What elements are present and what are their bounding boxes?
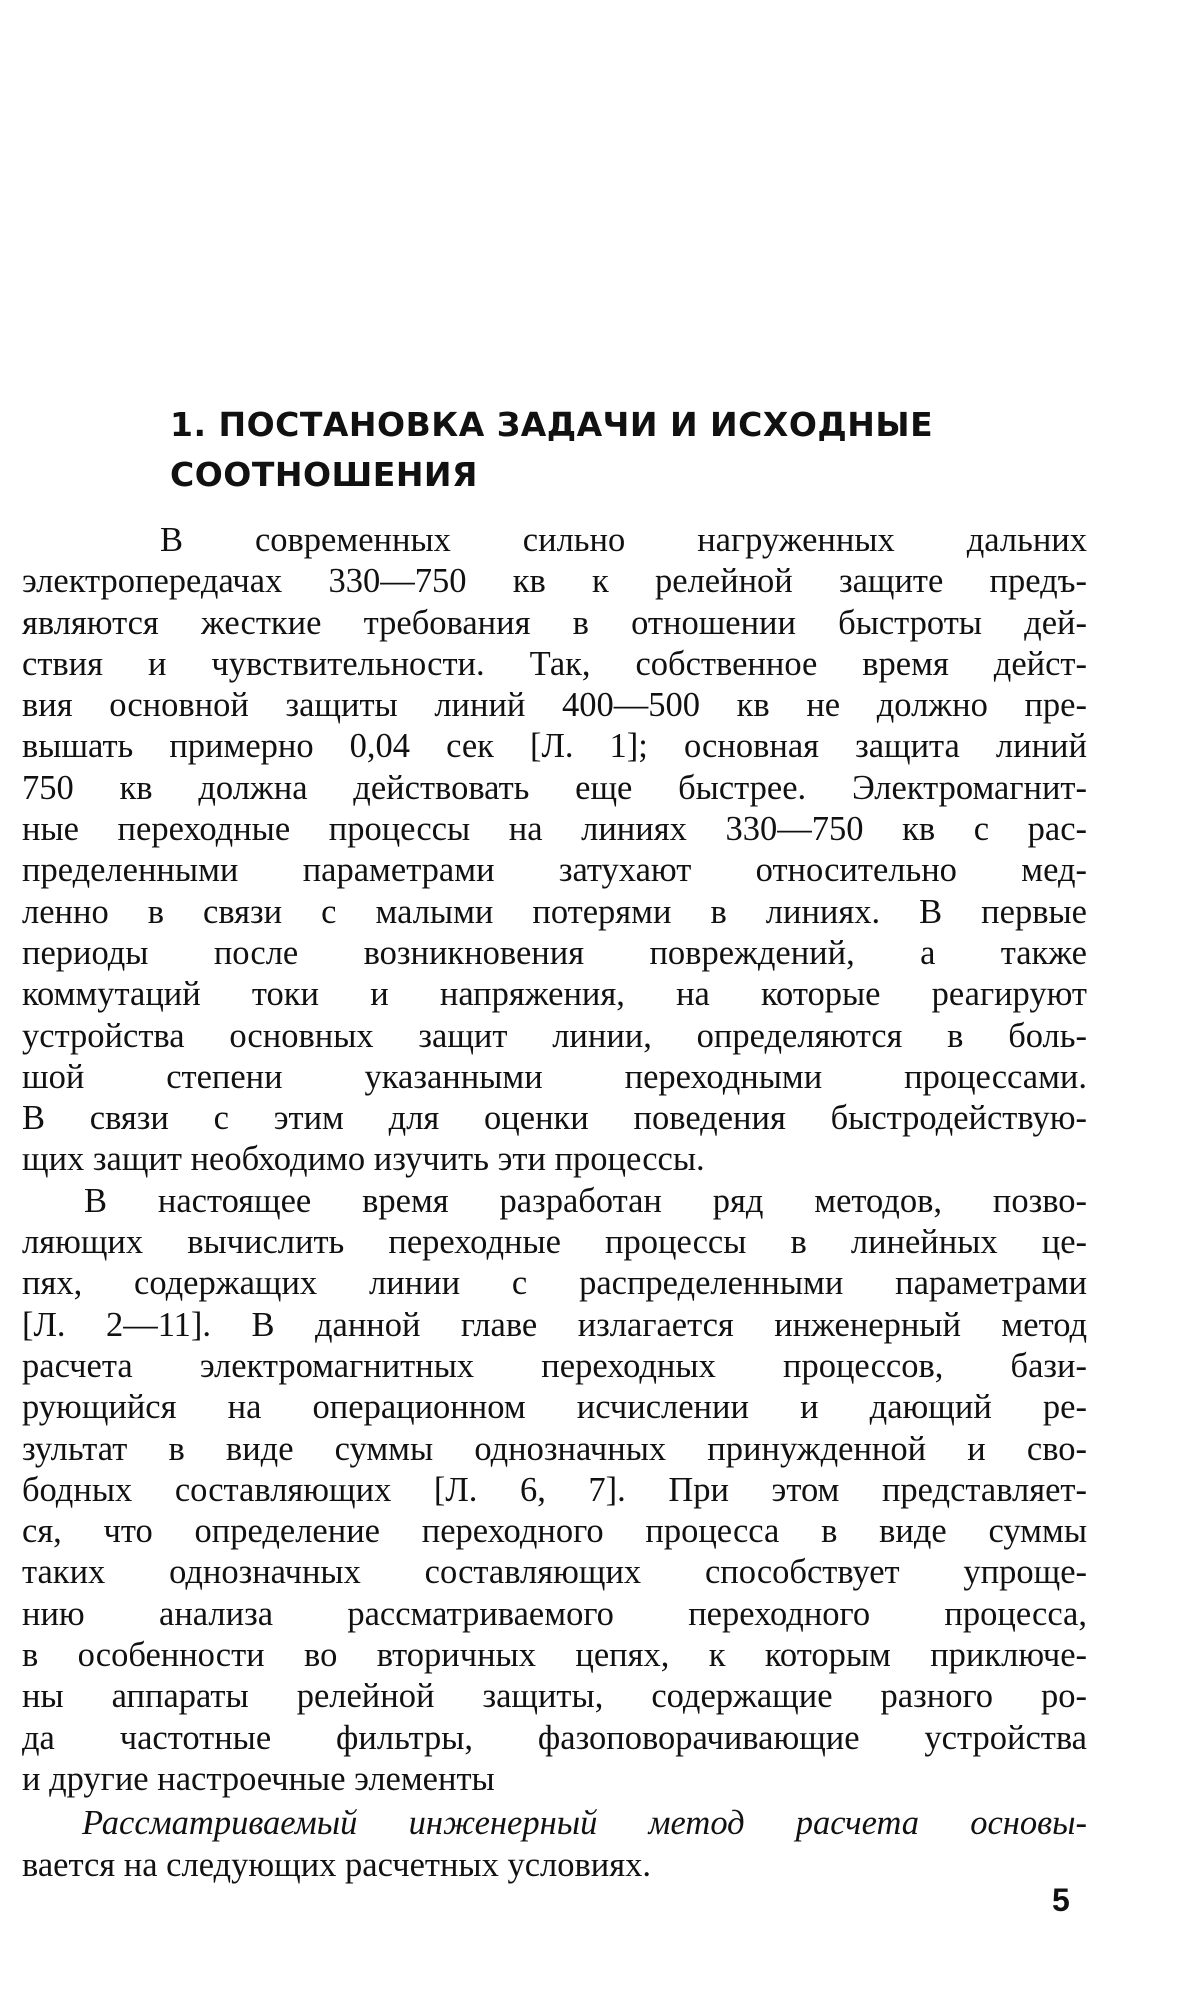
text-line: нию анализа рассматриваемого переходного процесса,: [22, 1594, 1087, 1633]
text-line: устройства основных защит линии, определяются в боль-: [22, 1016, 1087, 1055]
text-line: бодных составляющих [Л. 6, 7]. При этом представляет-: [22, 1470, 1087, 1509]
section-heading-line-2: СООТНОШЕНИЯ: [170, 455, 478, 494]
text-line: вышать примерно 0,04 сек [Л. 1]; основная защита линий: [22, 727, 1087, 766]
text-line: В настоящее время разработан ряд методов, позво-: [84, 1181, 1087, 1220]
text-line: ляющих вычислить переходные процессы в линейных це-: [22, 1223, 1087, 1262]
text-line: ные переходные процессы на линиях 330—750 кв с рас-: [22, 810, 1087, 849]
text-line: щих защит необходимо изучить эти процессы.: [22, 1140, 705, 1179]
text-line: ленно в связи с малыми потерями в линиях. В первые: [22, 892, 1087, 931]
text-line: зультат в виде суммы однозначных принужденной и сво-: [22, 1429, 1087, 1468]
page-number: 5: [1052, 1882, 1070, 1918]
paragraph-2: [22, 1181, 1087, 1800]
section-heading: [170, 400, 1070, 500]
text-line: пях, содержащих линии с распределенными параметрами: [22, 1264, 1087, 1303]
text-line: 750 кв должна действовать еще быстрее. Электромагнит-: [22, 768, 1087, 807]
text-line: ся, что определение переходного процесса в виде суммы: [22, 1512, 1087, 1551]
text-line: вия основной защиты линий 400—500 кв не должно пре-: [22, 686, 1087, 725]
text-line: электропередачах 330—750 кв к релейной защите предъ-: [22, 562, 1087, 601]
text-line: и другие настроечные элементы: [22, 1759, 495, 1798]
text-line: В современных сильно нагруженных дальних: [160, 521, 1087, 559]
paragraph-1: [22, 520, 1087, 1181]
text-line: рующийся на операционном исчислении и дающий ре-: [22, 1388, 1087, 1427]
text-line: шой степени указанными переходными процессами.: [22, 1057, 1087, 1096]
text-line: пределенными параметрами затухают относительно мед-: [22, 851, 1087, 890]
text-line: вается на следующих расчетных условиях.: [22, 1845, 652, 1884]
text-line: расчета электромагнитных переходных процессов, бази-: [22, 1346, 1087, 1385]
text-line: таких однозначных составляющих способствует упроще-: [22, 1553, 1087, 1592]
text-line: в особенности во вторичных цепях, к которым приключе-: [22, 1636, 1087, 1675]
text-line: да частотные фильтры, фазоповорачивающие устройства: [22, 1718, 1087, 1757]
text-line: ны аппараты релейной защиты, содержащие разного ро-: [22, 1677, 1087, 1716]
text-line: [Л. 2—11]. В данной главе излагается инженерный метод: [22, 1305, 1087, 1344]
text-line: периоды после возникновения повреждений, а также: [22, 933, 1087, 972]
text-line: ствия и чувствительности. Так, собственное время дейст-: [22, 644, 1087, 683]
text-line: являются жесткие требования в отношении быстроты дей-: [22, 603, 1087, 642]
text-line: В связи с этим для оценки поведения быстродействую-: [22, 1099, 1087, 1138]
text-line: коммутаций токи и напряжения, на которые реагируют: [22, 975, 1087, 1014]
paragraph-3: [22, 1803, 1087, 1886]
section-heading-line-1: 1. ПОСТАНОВКА ЗАДАЧИ И ИСХОДНЫЕ: [170, 405, 934, 444]
text-line: Рассматриваемый инженерный метод расчета основы-: [82, 1804, 1087, 1843]
body-text: [22, 520, 1087, 1886]
